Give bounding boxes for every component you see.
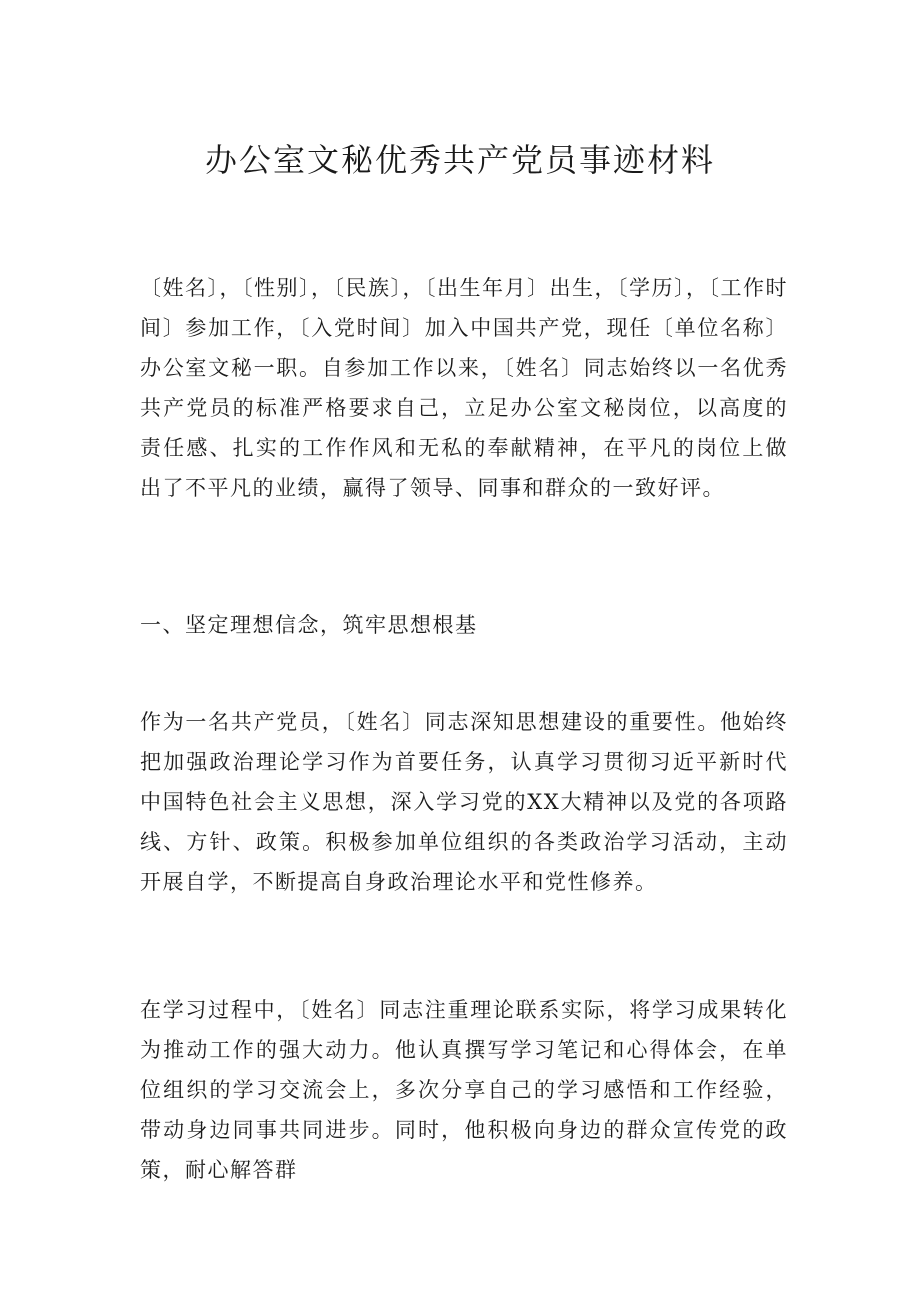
intro-paragraph: 〔姓名〕，〔性别〕，〔民族〕，〔出生年月〕出生，〔学历〕，〔工作时间〕参加工作，〔入党时间〕加入中国共产党，现任〔单位名称〕办公室文秘一职。自参加工作以来，〔姓名〕同志始终以一名优秀共产党员的标准严格要求自己，立足办公室文秘岗位，以高度的责任感、扎实的工作作风和无私的奉献精神，在平凡的岗位上做出了不平凡的业绩，赢得了领导、同事和群众的一致好评。 [140,276,788,500]
section-heading: 一、坚定理想信念，筑牢思想根基 [140,613,478,637]
body-paragraph: 在学习过程中，〔姓名〕同志注重理论联系实际，将学习成果转化为推动工作的强大动力。他认真撰写学习笔记和心得体会，在单位组织的学习交流会上，多次分享自己的学习感悟和工作经验，带动身边同事共同进步。同时，他积极向身边的群众宣传党的政策，耐心解答群 [140,998,788,1182]
body-paragraph: 作为一名共产党员，〔姓名〕同志深知思想建设的重要性。他始终把加强政治理论学习作为首要任务，认真学习贯彻习近平新时代中国特色社会主义思想，深入学习党的XX大精神以及党的各项路线、方针、政策。积极参加单位组织的各类政治学习活动，主动开展自学，不断提高自身政治理论水平和党性修养。 [140,710,788,894]
document-title: 办公室文秘优秀共产党员事迹材料 [204,141,715,179]
